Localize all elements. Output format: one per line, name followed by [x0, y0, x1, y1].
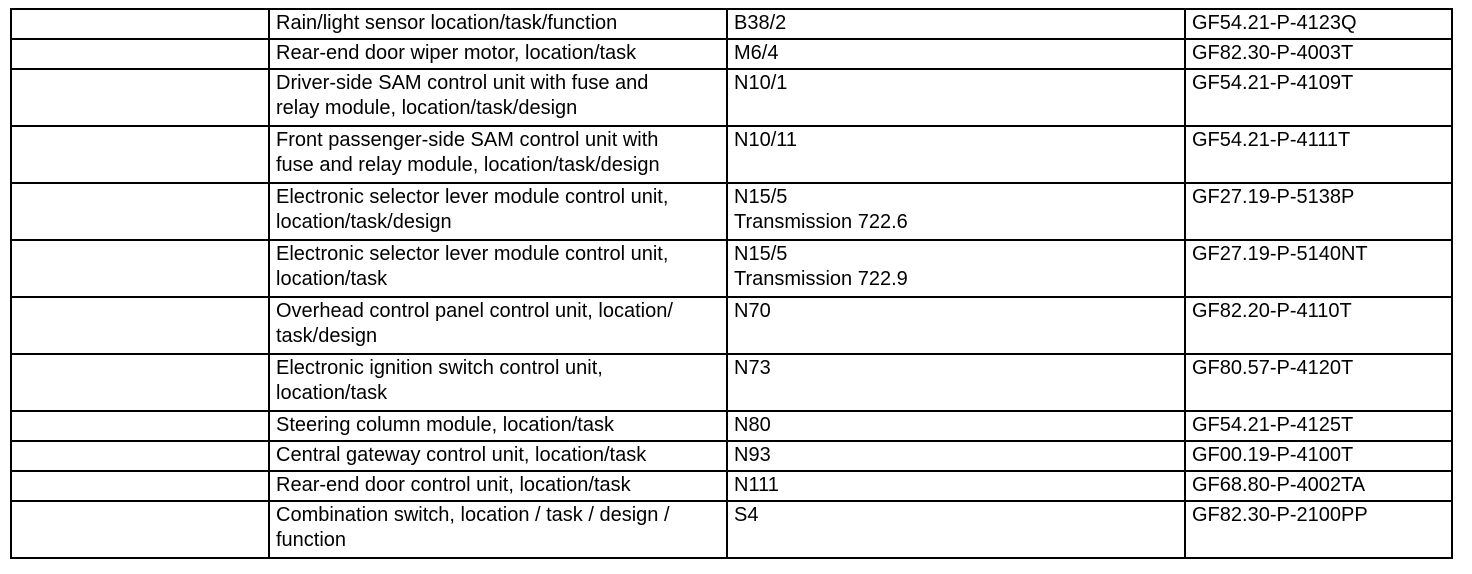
description-line: task/design [276, 325, 378, 347]
blank-cell [11, 9, 269, 39]
description-line: Rain/light sensor location/task/function [276, 12, 618, 34]
description-line: function [276, 529, 347, 551]
description-line: Steering column module, location/task [276, 414, 614, 436]
table-body [11, 9, 1452, 558]
description-line: Front passenger-side SAM control unit with [276, 129, 659, 151]
component-cell [727, 441, 1185, 471]
component-cell [727, 240, 1185, 297]
blank-cell [11, 240, 269, 297]
document-cell [1185, 183, 1452, 240]
document-cell [1185, 354, 1452, 411]
document-cell [1185, 9, 1452, 39]
document-cell [1185, 501, 1452, 558]
component-line: Transmission 722.6 [734, 211, 908, 233]
blank-cell [11, 471, 269, 501]
component-reference-table [10, 8, 1453, 559]
document-number: GF82.20-P-4110T [1192, 300, 1352, 322]
component-cell [727, 126, 1185, 183]
component-line: N10/1 [734, 72, 788, 94]
description-line: Driver-side SAM control unit with fuse and [276, 72, 649, 94]
description-line: Overhead control panel control unit, location/ [276, 300, 673, 322]
document-cell [1185, 471, 1452, 501]
component-line: N15/5 [734, 243, 788, 265]
component-line: N111 [734, 474, 779, 496]
document-number: GF82.30-P-2100PP [1192, 504, 1368, 526]
description-cell [269, 354, 727, 411]
component-line: Transmission 722.9 [734, 268, 908, 290]
description-cell [269, 501, 727, 558]
document-number: GF54.21-P-4111T [1192, 129, 1351, 151]
description-line: Electronic selector lever module control unit, [276, 186, 669, 208]
description-cell [269, 240, 727, 297]
document-number: GF80.57-P-4120T [1192, 357, 1354, 379]
document-number: GF54.21-P-4123Q [1192, 12, 1357, 34]
component-cell [727, 183, 1185, 240]
description-cell [269, 183, 727, 240]
component-line: N93 [734, 444, 771, 466]
blank-cell [11, 126, 269, 183]
description-line: Electronic ignition switch control unit, [276, 357, 603, 379]
document-cell [1185, 240, 1452, 297]
description-cell [269, 471, 727, 501]
component-cell [727, 471, 1185, 501]
component-line: B38/2 [734, 12, 787, 34]
blank-cell [11, 411, 269, 441]
description-line: Electronic selector lever module control unit, [276, 243, 669, 265]
table-row [11, 39, 1452, 69]
description-cell [269, 69, 727, 126]
description-cell [269, 411, 727, 441]
table-row [11, 501, 1452, 558]
table-row [11, 9, 1452, 39]
description-line: location/task/design [276, 211, 452, 233]
component-line: S4 [734, 504, 759, 526]
document-cell [1185, 39, 1452, 69]
table-row [11, 126, 1452, 183]
description-line: Rear-end door control unit, location/task [276, 474, 631, 496]
component-cell [727, 354, 1185, 411]
description-line: Combination switch, location / task / design / [276, 504, 670, 526]
document-number: GF68.80-P-4002TA [1192, 474, 1366, 496]
table-row [11, 354, 1452, 411]
table-row [11, 471, 1452, 501]
description-line: fuse and relay module, location/task/design [276, 154, 660, 176]
blank-cell [11, 441, 269, 471]
description-cell [269, 126, 727, 183]
document-number: GF27.19-P-5140NT [1192, 243, 1368, 265]
document-cell [1185, 411, 1452, 441]
document-number: GF27.19-P-5138P [1192, 186, 1355, 208]
document-number: GF82.30-P-4003T [1192, 42, 1354, 64]
blank-cell [11, 501, 269, 558]
description-cell [269, 9, 727, 39]
component-line: N10/11 [734, 129, 798, 151]
description-line: relay module, location/task/design [276, 97, 578, 119]
component-line: M6/4 [734, 42, 779, 64]
component-cell [727, 411, 1185, 441]
table-row [11, 240, 1452, 297]
description-line: Rear-end door wiper motor, location/task [276, 42, 637, 64]
blank-cell [11, 354, 269, 411]
description-line: location/task [276, 268, 388, 290]
component-cell [727, 9, 1185, 39]
description-line: Central gateway control unit, location/task [276, 444, 647, 466]
description-cell [269, 441, 727, 471]
document-number: GF54.21-P-4109T [1192, 72, 1354, 94]
blank-cell [11, 297, 269, 354]
description-line: location/task [276, 382, 388, 404]
document-cell [1185, 126, 1452, 183]
component-cell [727, 69, 1185, 126]
component-line: N80 [734, 414, 771, 436]
component-line: N70 [734, 300, 771, 322]
description-cell [269, 297, 727, 354]
document-number: GF00.19-P-4100T [1192, 444, 1354, 466]
document-cell [1185, 69, 1452, 126]
table-row [11, 411, 1452, 441]
blank-cell [11, 69, 269, 126]
document-number: GF54.21-P-4125T [1192, 414, 1354, 436]
document-cell [1185, 297, 1452, 354]
component-line: N73 [734, 357, 771, 379]
table-row [11, 441, 1452, 471]
table-row [11, 69, 1452, 126]
description-cell [269, 39, 727, 69]
table-row [11, 297, 1452, 354]
component-line: N15/5 [734, 186, 788, 208]
document-cell [1185, 441, 1452, 471]
table-row [11, 183, 1452, 240]
component-cell [727, 39, 1185, 69]
blank-cell [11, 183, 269, 240]
component-cell [727, 501, 1185, 558]
component-cell [727, 297, 1185, 354]
blank-cell [11, 39, 269, 69]
